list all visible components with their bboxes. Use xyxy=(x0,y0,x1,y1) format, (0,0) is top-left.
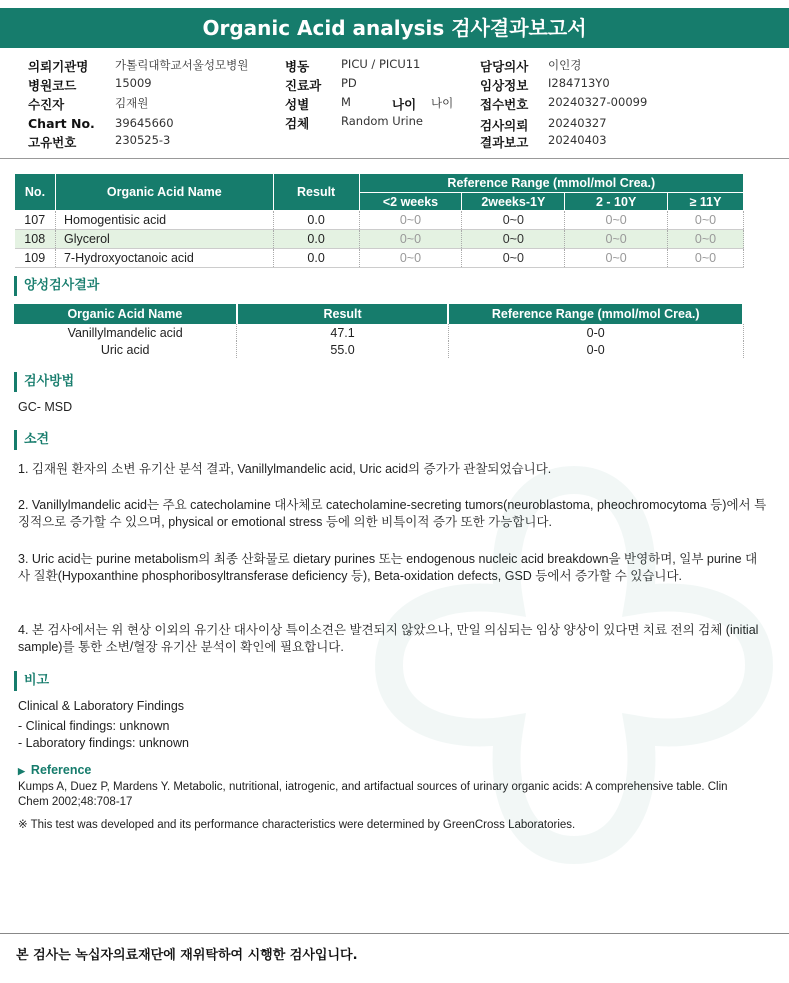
specimen-value: Random Urine xyxy=(341,114,423,128)
ward-label: 병동 xyxy=(285,59,310,74)
watermark-logo-icon xyxy=(359,450,789,920)
row-range-1: 0~0 xyxy=(359,230,462,249)
pos-row-ref: 0-0 xyxy=(448,341,743,358)
pos-col-name: Organic Acid Name xyxy=(14,304,237,324)
table-row xyxy=(15,211,744,230)
pos-row-result: 47.1 xyxy=(237,324,449,341)
row-range-3: 0~0 xyxy=(565,211,668,230)
pos-col-result: Result xyxy=(237,304,449,324)
report-title: Organic Acid analysis 검사결과보고서 xyxy=(0,8,789,48)
department-value: PD xyxy=(341,76,357,90)
receipt-no-label: 접수번호 xyxy=(480,97,529,112)
results-table xyxy=(14,173,744,268)
remarks-line-2: - Clinical findings: unknown xyxy=(18,719,170,733)
lab-note: ※ This test was developed and its performance characteristics were determined by GreenCross Laboratories. xyxy=(18,819,576,831)
pos-row-name: Uric acid xyxy=(14,341,237,358)
specimen-label: 검체 xyxy=(285,116,310,131)
row-range-4: 0~0 xyxy=(668,211,744,230)
report-date-value: 20240403 xyxy=(548,133,607,147)
row-result: 0.0 xyxy=(273,230,359,249)
footer-note: 본 검사는 녹십자의료재단에 재위탁하여 시행한 검사입니다. xyxy=(0,933,789,983)
row-no: 109 xyxy=(15,249,56,268)
row-range-2: 0~0 xyxy=(462,211,565,230)
row-no: 107 xyxy=(15,211,56,230)
institution-label: 의뢰기관명 xyxy=(28,59,89,74)
positive-section-title: 양성검사결과 xyxy=(14,276,99,296)
row-no: 108 xyxy=(15,230,56,249)
doctor-value: 이인경 xyxy=(548,58,582,72)
method-section-title: 검사방법 xyxy=(14,372,74,392)
col-no: No. xyxy=(15,174,56,211)
col-name: Organic Acid Name xyxy=(55,174,273,211)
chart-no-value: 39645660 xyxy=(115,116,174,130)
row-name: Homogentisic acid xyxy=(55,211,273,230)
pos-row-ref: 0-0 xyxy=(448,324,743,341)
table-row xyxy=(15,230,744,249)
remarks-line-1: Clinical & Laboratory Findings xyxy=(18,699,185,713)
remarks-section-title: 비고 xyxy=(14,671,49,691)
row-name: Glycerol xyxy=(55,230,273,249)
triangle-right-icon: ▶ xyxy=(18,766,25,776)
row-result: 0.0 xyxy=(273,211,359,230)
clinical-info-label: 임상정보 xyxy=(480,78,529,93)
positive-results-table xyxy=(14,304,744,358)
report-date-label: 결과보고 xyxy=(480,135,529,150)
col-range-2: 2weeks-1Y xyxy=(462,193,565,211)
finding-2: 2. Vanillylmandelic acid는 주요 catecholamine 대사체로 catecholamine-secreting tumors(neuroblastoma, pheochromocytoma 등)에서 특징적으로 증가할 수 있으며, physical or emotional stress 등에 의한 비특이적 증가 또한 가능합니다. xyxy=(18,498,767,529)
method-text: GC- MSD xyxy=(18,400,73,414)
row-result: 0.0 xyxy=(273,249,359,268)
hospital-code-label: 병원코드 xyxy=(28,78,77,93)
finding-1: 1. 김재원 환자의 소변 유기산 분석 결과, Vanillylmandelic acid, Uric acid의 증가가 관찰되었습니다. xyxy=(18,462,552,476)
clinical-info-value: I284713Y0 xyxy=(548,76,610,90)
examinee-value: 김재원 xyxy=(115,96,149,110)
unique-no-label: 고유번호 xyxy=(28,135,77,150)
finding-3: 3. Uric acid는 purine metabolism의 최종 산화물로 dietary purines 또는 endogenous nucleic acid breakdown을 반영하며, 일부 purine 대사 질환(Hypoxanthine phosphoribosyltransferase deficiency 등), Beta-oxidation defects, GSD 등에서 증가할 수 있습니다. xyxy=(18,552,758,583)
ward-value: PICU / PICU11 xyxy=(341,57,421,71)
pos-row-name: Vanillylmandelic acid xyxy=(14,324,237,341)
request-date-label: 검사의뢰 xyxy=(480,118,529,133)
row-range-2: 0~0 xyxy=(462,249,565,268)
receipt-no-value: 20240327-00099 xyxy=(548,95,648,109)
row-range-2: 0~0 xyxy=(462,230,565,249)
pos-col-reference: Reference Range (mmol/mol Crea.) xyxy=(448,304,743,324)
sex-value: M xyxy=(341,95,351,109)
sex-label: 성별 xyxy=(285,97,310,112)
reference-title xyxy=(18,763,91,777)
col-reference: Reference Range (mmol/mol Crea.) xyxy=(359,174,743,193)
row-range-4: 0~0 xyxy=(668,249,744,268)
col-range-4: ≥ 11Y xyxy=(668,193,744,211)
row-range-4: 0~0 xyxy=(668,230,744,249)
reference-title-label: Reference xyxy=(30,763,92,777)
col-range-3: 2 - 10Y xyxy=(565,193,668,211)
department-label: 진료과 xyxy=(285,78,322,93)
header-divider xyxy=(0,158,789,159)
row-range-1: 0~0 xyxy=(359,211,462,230)
col-range-1: <2 weeks xyxy=(359,193,462,211)
unique-no-value: 230525-3 xyxy=(115,133,171,147)
col-result: Result xyxy=(273,174,359,211)
age-value: 나이 xyxy=(431,96,454,110)
remarks-line-3: - Laboratory findings: unknown xyxy=(18,736,189,750)
table-row xyxy=(15,249,744,268)
row-range-3: 0~0 xyxy=(565,249,668,268)
finding-4: 4. 본 검사에서는 위 현상 이외의 유기산 대사이상 특이소견은 발견되지 않았으나, 만일 의심되는 임상 양상이 있다면 치료 전의 검체 (initial sample)를 통한 소변/혈장 유기산 분석이 확인에 필요합니다. xyxy=(18,623,759,654)
pos-row-result: 55.0 xyxy=(237,341,449,358)
table-row xyxy=(14,341,743,358)
findings-section-title: 소견 xyxy=(14,430,49,450)
request-date-value: 20240327 xyxy=(548,116,607,130)
examinee-label: 수진자 xyxy=(28,97,65,112)
row-range-3: 0~0 xyxy=(565,230,668,249)
age-label: 나이 xyxy=(392,97,417,112)
chart-no-label: Chart No. xyxy=(28,116,95,131)
doctor-label: 담당의사 xyxy=(480,59,529,74)
institution-value: 가톨릭대학교서울성모병원 xyxy=(115,58,249,72)
row-name: 7-Hydroxyoctanoic acid xyxy=(55,249,273,268)
reference-text: Kumps A, Duez P, Mardens Y. Metabolic, nutritional, iatrogenic, and artifactual sources of urinary organic acids: A comprehensive table. Clin Chem 2002;48:708-17 xyxy=(18,781,728,808)
row-range-1: 0~0 xyxy=(359,249,462,268)
hospital-code-value: 15009 xyxy=(115,76,152,90)
table-row xyxy=(14,324,743,341)
